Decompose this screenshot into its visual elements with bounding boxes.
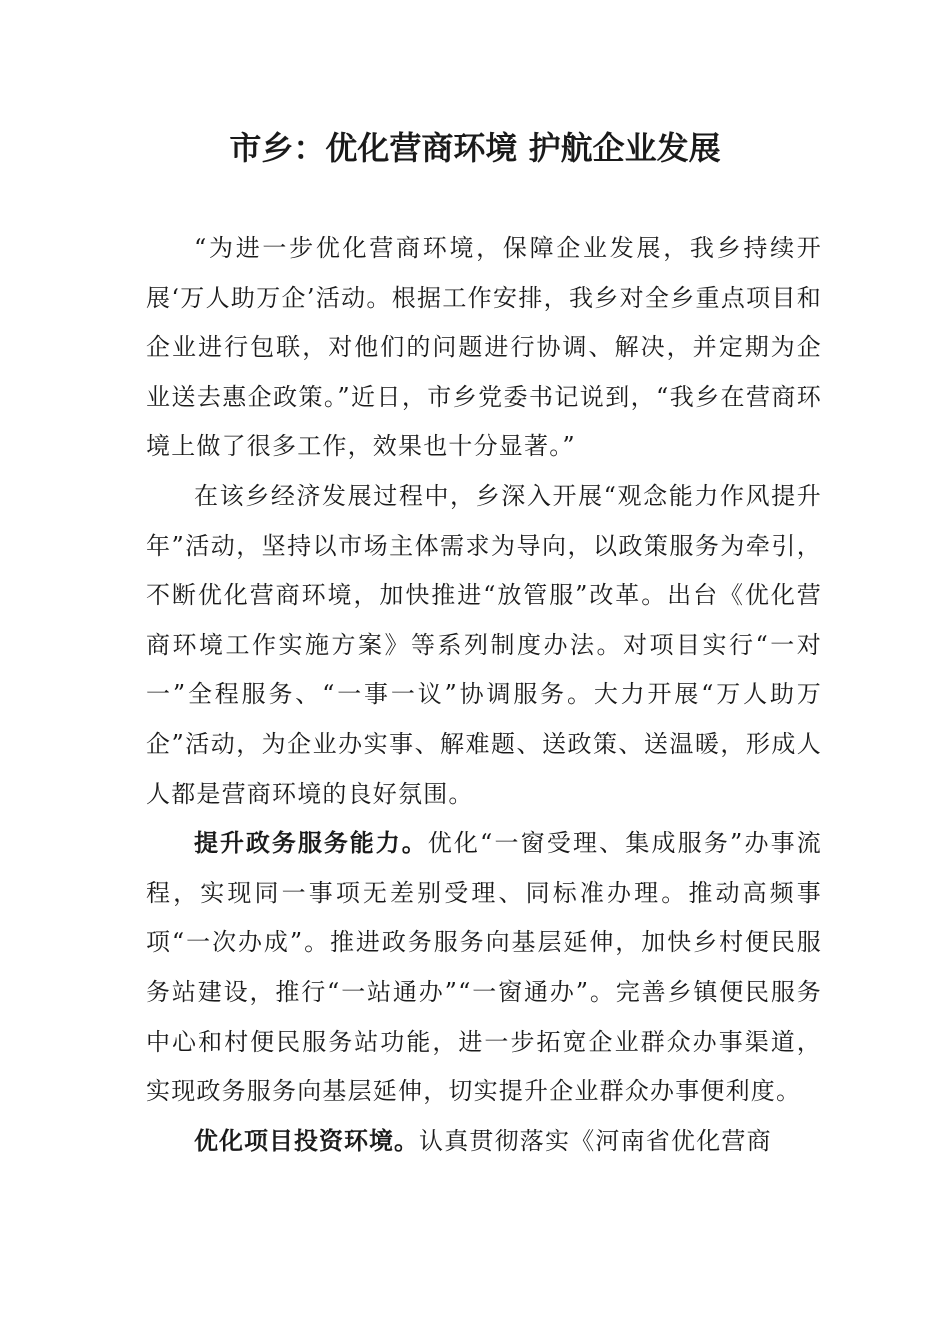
paragraph-intro-quote — [146, 224, 822, 472]
paragraph-text: “为进一步优化营商环境，保障企业发展，我乡持续开展‘万人助万企’活动。根据工作安排，我乡对全乡重点项目和企业进行包联，对他们的问题进行协调、解决，并定期为企业送去惠企政策。”近日，市乡党委书记说到，“我乡在营商环境上做了很多工作，效果也十分显著。” — [146, 234, 822, 461]
paragraph-lead-heading: 优化项目投资环境。 — [194, 1126, 419, 1155]
paragraph-investment-environment — [146, 1117, 822, 1167]
paragraph-development-overview — [146, 472, 822, 819]
paragraph-text: 在该乡经济发展过程中，乡深入开展“观念能力作风提升年”活动，坚持以市场主体需求为导向，以政策服务为牵引，不断优化营商环境，加快推进“放管服”改革。出台《优化营商环境工作实施方案》等系列制度办法。对项目实行“一对一”全程服务、“一事一议”协调服务。大力开展“万人助万企”活动，为企业办实事、解难题、送政策、送温暖，形成人人都是营商环境的良好氛围。 — [146, 481, 822, 808]
paragraph-government-services — [146, 819, 822, 1117]
paragraph-text: 认真贯彻落实《河南省优化营商 — [419, 1126, 772, 1155]
document-body — [146, 224, 822, 1166]
document-title: 市乡：优化营商环境 护航企业发展 — [229, 129, 721, 167]
paragraph-text: 优化“一窗受理、集成服务”办事流程，实现同一事项无差别受理、同标准办理。推动高频事项“一次办成”。推进政务服务向基层延伸，加快乡村便民服务站建设，推行“一站通办”“一窗通办”。完善乡镇便民服务中心和村便民服务站功能，进一步拓宽企业群众办事渠道，实现政务服务向基层延伸，切实提升企业群众办事便利度。 — [146, 829, 822, 1106]
paragraph-lead-heading: 提升政务服务能力。 — [194, 829, 428, 858]
